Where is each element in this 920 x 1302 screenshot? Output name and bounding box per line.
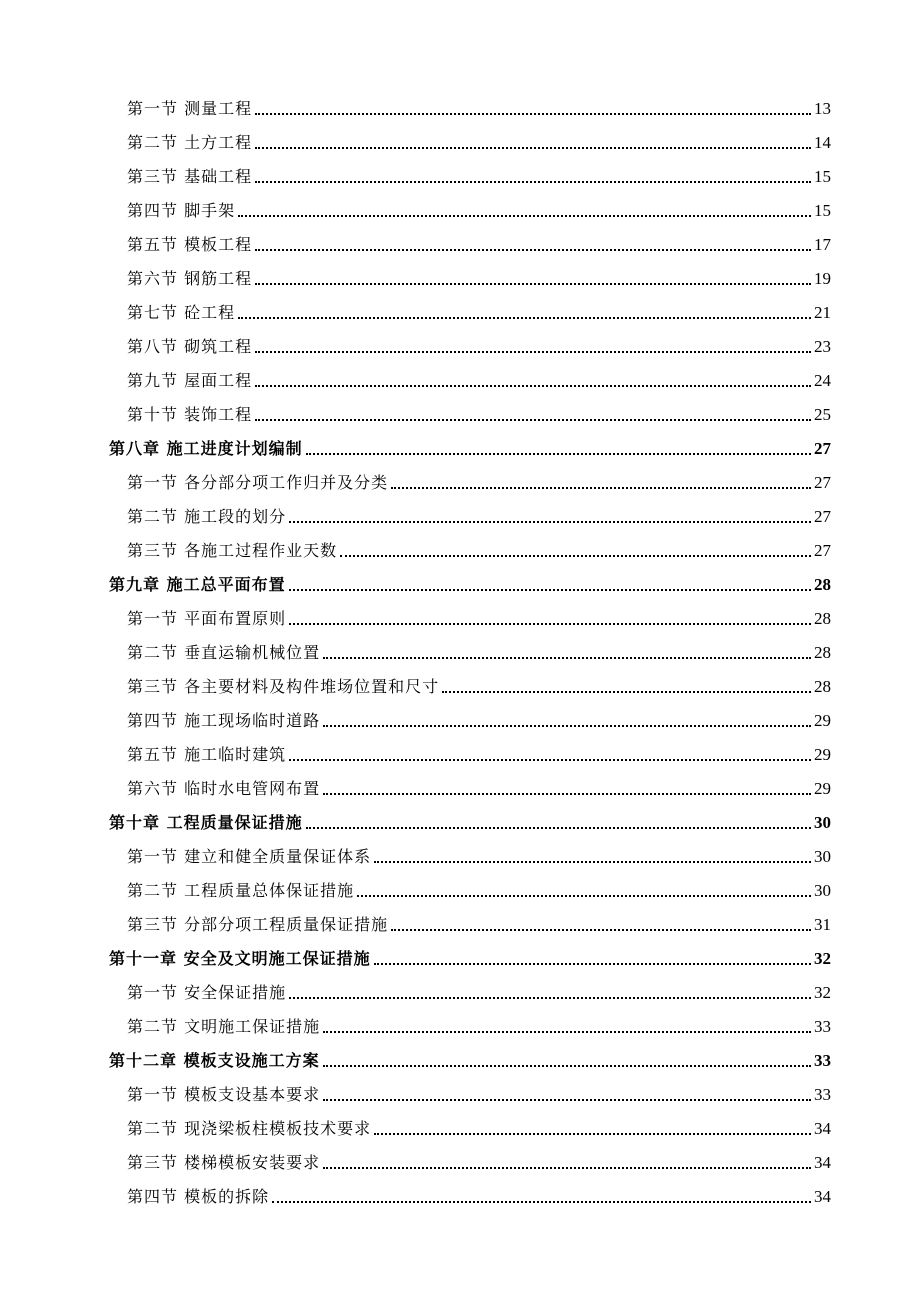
toc-section-entry[interactable] xyxy=(0,1112,920,1146)
toc-page-number: 13 xyxy=(814,99,831,118)
toc-dot-leader xyxy=(255,385,811,387)
toc-section-entry[interactable] xyxy=(0,500,920,534)
toc-page-number: 29 xyxy=(814,711,831,730)
toc-section-entry[interactable] xyxy=(0,908,920,942)
toc-page-number: 21 xyxy=(814,303,831,322)
toc-entry-title: 第一节 平面布置原则 xyxy=(127,609,287,628)
toc-dot-leader xyxy=(238,317,811,319)
toc-entry-title: 第四节 模板的拆除 xyxy=(127,1187,270,1206)
toc-entry-title: 第十二章 模板支设施工方案 xyxy=(109,1051,320,1070)
toc-section-entry[interactable] xyxy=(0,1180,920,1214)
toc-page-number: 27 xyxy=(814,473,831,492)
toc-page-number: 27 xyxy=(814,541,831,560)
toc-entry-title: 第二节 工程质量总体保证措施 xyxy=(127,881,355,900)
toc-dot-leader xyxy=(255,351,811,353)
toc-dot-leader xyxy=(357,895,811,897)
toc-section-entry[interactable] xyxy=(0,364,920,398)
toc-section-entry[interactable] xyxy=(0,194,920,228)
toc-section-entry[interactable] xyxy=(0,772,920,806)
toc-dot-leader xyxy=(255,147,811,149)
toc-page-number: 28 xyxy=(814,643,831,662)
toc-chapter-entry[interactable] xyxy=(0,1044,920,1078)
toc-chapter-entry[interactable] xyxy=(0,806,920,840)
toc-section-entry[interactable] xyxy=(0,466,920,500)
toc-entry-title: 第二节 土方工程 xyxy=(127,133,253,152)
toc-page-number: 24 xyxy=(814,371,831,390)
toc-page-number: 34 xyxy=(814,1153,831,1172)
toc-page-number: 15 xyxy=(814,167,831,186)
toc-entry-title: 第十章 工程质量保证措施 xyxy=(109,813,303,832)
toc-entry-title: 第二节 施工段的划分 xyxy=(127,507,287,526)
toc-dot-leader xyxy=(323,1167,811,1169)
toc-section-entry[interactable] xyxy=(0,636,920,670)
toc-dot-leader xyxy=(374,1133,811,1135)
toc-section-entry[interactable] xyxy=(0,704,920,738)
toc-dot-leader xyxy=(255,283,811,285)
toc-entry-title: 第一节 各分部分项工作归并及分类 xyxy=(127,473,389,492)
toc-entry-title: 第五节 模板工程 xyxy=(127,235,253,254)
toc-entry-title: 第九章 施工总平面布置 xyxy=(109,575,286,594)
toc-page-number: 28 xyxy=(814,677,831,696)
toc-dot-leader xyxy=(323,657,811,659)
toc-entry-title: 第九节 屋面工程 xyxy=(127,371,253,390)
toc-entry-title: 第一节 模板支设基本要求 xyxy=(127,1085,321,1104)
toc-dot-leader xyxy=(238,215,811,217)
toc-page-number: 30 xyxy=(814,813,831,832)
toc-section-entry[interactable] xyxy=(0,602,920,636)
toc-entry-title: 第三节 基础工程 xyxy=(127,167,253,186)
toc-dot-leader xyxy=(323,793,811,795)
toc-chapter-entry[interactable] xyxy=(0,568,920,602)
toc-section-entry[interactable] xyxy=(0,126,920,160)
toc-section-entry[interactable] xyxy=(0,92,920,126)
toc-section-entry[interactable] xyxy=(0,670,920,704)
toc-section-entry[interactable] xyxy=(0,1078,920,1112)
toc-entry-title: 第一节 建立和健全质量保证体系 xyxy=(127,847,372,866)
toc-page-number: 33 xyxy=(814,1085,831,1104)
toc-page-number: 25 xyxy=(814,405,831,424)
toc-page-number: 29 xyxy=(814,779,831,798)
toc-page-number: 32 xyxy=(814,983,831,1002)
toc-dot-leader xyxy=(374,963,811,965)
toc-dot-leader xyxy=(255,249,811,251)
toc-dot-leader xyxy=(289,623,811,625)
toc-page-number: 33 xyxy=(814,1017,831,1036)
toc-page-number: 23 xyxy=(814,337,831,356)
toc-entry-title: 第十节 装饰工程 xyxy=(127,405,253,424)
toc-page-number: 30 xyxy=(814,847,831,866)
toc-section-entry[interactable] xyxy=(0,1146,920,1180)
toc-section-entry[interactable] xyxy=(0,330,920,364)
toc-page-number: 19 xyxy=(814,269,831,288)
toc-entry-title: 第四节 施工现场临时道路 xyxy=(127,711,321,730)
table-of-contents xyxy=(0,92,920,1214)
toc-entry-title: 第五节 施工临时建筑 xyxy=(127,745,287,764)
toc-entry-title: 第八节 砌筑工程 xyxy=(127,337,253,356)
toc-page-number: 29 xyxy=(814,745,831,764)
toc-dot-leader xyxy=(255,181,811,183)
toc-section-entry[interactable] xyxy=(0,262,920,296)
toc-dot-leader xyxy=(323,725,811,727)
toc-entry-title: 第六节 钢筋工程 xyxy=(127,269,253,288)
toc-section-entry[interactable] xyxy=(0,840,920,874)
toc-dot-leader xyxy=(255,113,811,115)
toc-page-number: 34 xyxy=(814,1187,831,1206)
toc-dot-leader xyxy=(323,1031,811,1033)
toc-section-entry[interactable] xyxy=(0,398,920,432)
toc-entry-title: 第八章 施工进度计划编制 xyxy=(109,439,303,458)
toc-page-number: 27 xyxy=(814,507,831,526)
toc-page-number: 28 xyxy=(814,609,831,628)
toc-dot-leader xyxy=(289,521,811,523)
toc-entry-title: 第三节 分部分项工程质量保证措施 xyxy=(127,915,389,934)
toc-entry-title: 第七节 砼工程 xyxy=(127,303,236,322)
toc-dot-leader xyxy=(306,453,811,455)
toc-entry-title: 第二节 文明施工保证措施 xyxy=(127,1017,321,1036)
toc-dot-leader xyxy=(289,589,811,591)
toc-dot-leader xyxy=(272,1201,811,1203)
toc-page-number: 14 xyxy=(814,133,831,152)
toc-section-entry[interactable] xyxy=(0,534,920,568)
toc-dot-leader xyxy=(323,1099,811,1101)
toc-page-number: 32 xyxy=(814,949,831,968)
toc-section-entry[interactable] xyxy=(0,874,920,908)
toc-section-entry[interactable] xyxy=(0,1010,920,1044)
toc-entry-title: 第一节 测量工程 xyxy=(127,99,253,118)
toc-dot-leader xyxy=(289,759,811,761)
toc-dot-leader xyxy=(323,1065,811,1067)
toc-page-number: 17 xyxy=(814,235,831,254)
toc-section-entry[interactable] xyxy=(0,296,920,330)
toc-dot-leader xyxy=(391,929,811,931)
toc-entry-title: 第三节 楼梯模板安装要求 xyxy=(127,1153,321,1172)
toc-page-number: 33 xyxy=(814,1051,831,1070)
toc-page-number: 30 xyxy=(814,881,831,900)
toc-dot-leader xyxy=(306,827,811,829)
toc-page-number: 31 xyxy=(814,915,831,934)
toc-entry-title: 第三节 各主要材料及构件堆场位置和尺寸 xyxy=(127,677,440,696)
toc-chapter-entry[interactable] xyxy=(0,432,920,466)
toc-dot-leader xyxy=(374,861,811,863)
toc-dot-leader xyxy=(340,555,811,557)
toc-entry-title: 第四节 脚手架 xyxy=(127,201,236,220)
toc-dot-leader xyxy=(289,997,811,999)
toc-entry-title: 第三节 各施工过程作业天数 xyxy=(127,541,338,560)
toc-entry-title: 第六节 临时水电管网布置 xyxy=(127,779,321,798)
toc-page-number: 27 xyxy=(814,439,831,458)
toc-dot-leader xyxy=(255,419,811,421)
toc-page-number: 28 xyxy=(814,575,831,594)
toc-chapter-entry[interactable] xyxy=(0,942,920,976)
toc-section-entry[interactable] xyxy=(0,976,920,1010)
toc-section-entry[interactable] xyxy=(0,228,920,262)
toc-entry-title: 第二节 现浇梁板柱模板技术要求 xyxy=(127,1119,372,1138)
toc-entry-title: 第十一章 安全及文明施工保证措施 xyxy=(109,949,371,968)
toc-entry-title: 第二节 垂直运输机械位置 xyxy=(127,643,321,662)
toc-page-number: 34 xyxy=(814,1119,831,1138)
toc-entry-title: 第一节 安全保证措施 xyxy=(127,983,287,1002)
toc-page-number: 15 xyxy=(814,201,831,220)
toc-section-entry[interactable] xyxy=(0,160,920,194)
toc-dot-leader xyxy=(391,487,811,489)
toc-dot-leader xyxy=(442,691,811,693)
toc-section-entry[interactable] xyxy=(0,738,920,772)
